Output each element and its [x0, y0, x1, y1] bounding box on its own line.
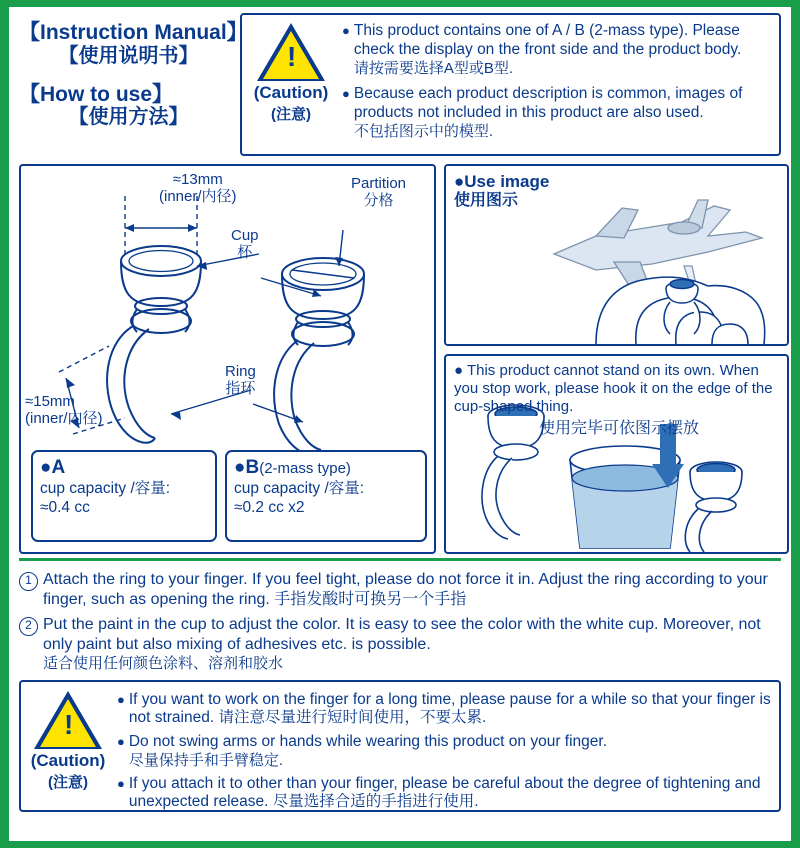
callout-a-capacity-value: ≈0.4 cc	[40, 498, 90, 516]
right-column	[444, 164, 789, 554]
header-titles	[19, 13, 248, 129]
dimension-top-label	[159, 172, 237, 205]
howto-title-en: 【How to use】	[19, 82, 174, 106]
list-item	[19, 615, 781, 674]
ring-label-cn: 指环	[225, 379, 256, 397]
use-image-title	[454, 172, 549, 210]
bullet-icon: ●	[454, 172, 465, 192]
caution-marker-top	[248, 21, 334, 124]
bottom-caution-label-en: (Caution)	[30, 750, 106, 770]
callout-b-header	[234, 457, 418, 480]
list-item	[117, 733, 771, 770]
bullet-icon: ●	[117, 733, 125, 749]
bullet-icon: ●	[40, 457, 52, 479]
dimension-left-value: ≈15mm	[25, 393, 75, 411]
caution-label-en: (Caution)	[253, 83, 329, 102]
stand-note-text	[454, 362, 784, 438]
step-1-number: 1	[19, 570, 38, 610]
bottom-bullet-1-en: If you want to work on the finger for a long time, please pause for a while so that your finger is not strained.	[128, 690, 771, 727]
callout-b-title: B	[245, 457, 260, 479]
bullet-icon: ●	[342, 23, 350, 38]
step-2-en: Put the paint in the cup to adjust the color. It is easy to see the color with the white cup. Moreover, not only paint but also mixing of adhesives etc. is possible.	[43, 615, 761, 653]
cup-label-en: Cup	[231, 227, 259, 245]
caution-bullet-2	[354, 85, 771, 141]
step-1-cn: 手指发酸时可换另一个手指	[274, 591, 467, 609]
header	[19, 13, 781, 156]
callout-b	[225, 450, 427, 542]
bullet-icon: ●	[117, 775, 125, 791]
howto-title-cn: 【使用方法】	[68, 106, 189, 129]
caution-bullet-1	[354, 22, 771, 78]
bullet-icon: ●	[234, 457, 246, 479]
list-item	[117, 775, 771, 812]
list-item	[342, 22, 771, 78]
callout-a-header	[40, 457, 208, 480]
main-illustration-area	[19, 164, 781, 554]
caution-bullet-1-en: This product contains one of A / B (2-mass type). Please check the display on the front side and the product body.	[353, 22, 742, 58]
step-2-body	[43, 615, 781, 674]
bullet-icon: ●	[342, 86, 350, 102]
bottom-bullet-3-en: If you attach it to other than your finger, please be careful about the degree of tightening and unexpected release.	[128, 774, 761, 811]
list-item	[19, 570, 781, 610]
callout-b-capacity-value: ≈0.2 cc x2	[234, 498, 305, 516]
partition-label	[351, 176, 406, 209]
use-image-title-en: Use image	[464, 172, 550, 192]
stand-note-en: This product cannot stand on its own. When you stop work, please hook it on the edge of the cup-shaped thing.	[454, 362, 773, 416]
page-title-cn: 【使用说明书】	[58, 44, 199, 67]
bottom-caution-box	[19, 680, 781, 812]
callout-a-title: A	[51, 457, 66, 479]
step-1-en: Attach the ring to your finger. If you feel tight, please do not force it in. Adjust the ring according to your finger, such as opening the ring.	[43, 571, 768, 609]
callout-b-subtitle: (2-mass type)	[259, 460, 351, 478]
ring-label	[225, 364, 256, 397]
dimension-top-value: ≈13mm	[172, 171, 223, 189]
top-caution-box	[240, 13, 781, 156]
step-2-cn: 适合使用任何颜色涂料、溶剂和胶水	[43, 654, 284, 672]
bullet-icon: ●	[117, 691, 125, 707]
partition-label-en: Partition	[351, 175, 407, 193]
page-title-en: 【Instruction Manual】	[19, 21, 248, 44]
divider	[19, 558, 781, 561]
step-1-body	[43, 570, 781, 610]
top-caution-text	[342, 21, 771, 148]
bottom-bullet-2	[129, 733, 771, 770]
bottom-bullet-1-cn: 请注意尽量进行短时间使用，不要太累.	[218, 709, 487, 727]
bottom-bullet-2-cn: 尽量保持手和手臂稳定.	[128, 751, 284, 769]
list-item	[117, 691, 771, 728]
caution-label-cn: (注意)	[271, 106, 311, 123]
use-image-title-cn: 使用图示	[454, 191, 519, 209]
partition-label-cn: 分格	[363, 191, 394, 209]
caution-bullet-2-cn: 不包括图示中的模型.	[353, 122, 494, 140]
warning-triangle-icon	[257, 23, 325, 81]
use-image-panel	[444, 164, 789, 346]
ring-label-en: Ring	[225, 363, 256, 381]
caution-bullet-1-cn: 请按需要选择A型或B型.	[353, 59, 514, 77]
product-diagram-panel	[19, 164, 436, 554]
bottom-bullet-3	[129, 775, 771, 812]
dimension-left-label	[25, 394, 103, 427]
bullet-icon: ●	[454, 362, 464, 380]
bottom-caution-label-cn: (注意)	[48, 773, 88, 791]
cup-label	[231, 228, 259, 261]
stand-note-cn: 使用完毕可依图示摆放	[538, 420, 699, 438]
cup-label-cn: 杯	[237, 243, 253, 261]
dimension-top-sub: (inner/内径)	[159, 187, 237, 205]
bottom-bullet-2-en: Do not swing arms or hands while wearing this product on your finger.	[128, 732, 608, 750]
stand-note-panel	[444, 354, 789, 554]
dimension-left-sub: (inner/内径)	[25, 409, 103, 427]
callout-a	[31, 450, 217, 542]
bottom-bullet-3-cn: 尽量选择合适的手指进行使用.	[272, 793, 479, 811]
exclamation-glyph: !	[287, 41, 297, 72]
exclamation-glyph: !	[64, 708, 74, 740]
list-item	[342, 85, 771, 141]
bottom-bullet-1	[129, 691, 771, 728]
step-2-number: 2	[19, 615, 38, 674]
caution-marker-bottom	[25, 689, 111, 792]
bottom-caution-text	[117, 689, 771, 817]
warning-triangle-icon	[34, 691, 102, 749]
callout-a-capacity-label: cup capacity /容量:	[40, 480, 171, 498]
caution-bullet-2-en: Because each product description is common, images of products not included in this product are also used.	[353, 85, 743, 122]
steps-list	[19, 570, 781, 674]
callout-b-capacity-label: cup capacity /容量:	[234, 480, 365, 498]
